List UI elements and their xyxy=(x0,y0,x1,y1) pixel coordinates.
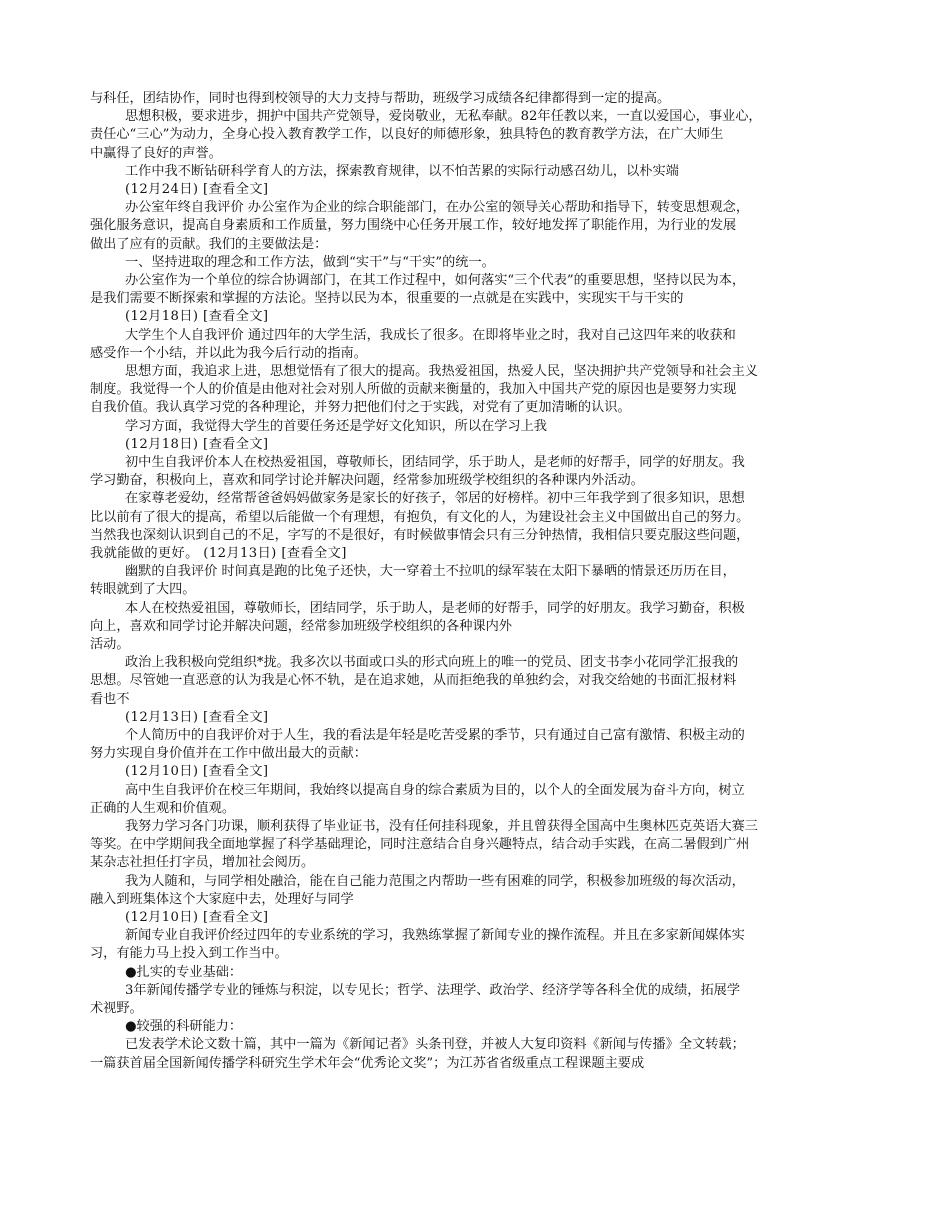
paragraph-text: 术视野。 xyxy=(90,1001,143,1016)
post-date: (12月18日) xyxy=(125,436,199,452)
text-line xyxy=(90,581,196,599)
date-link-line xyxy=(125,709,268,727)
text-line xyxy=(90,691,130,709)
text-line xyxy=(90,472,644,490)
paragraph-text: 大学生个人自我评价 通过四年的大学生活，我成长了很多。在即将毕业之时，我对自己这四年来的收获和 xyxy=(125,327,736,343)
text-line xyxy=(90,891,354,909)
text-line xyxy=(125,199,749,217)
paragraph-text: 已发表学术论文数十篇，其中一篇为《新闻记者》头条刊登，并被人大复印资料《新闻与传播》全文转载； xyxy=(125,1037,745,1053)
text-line xyxy=(90,145,222,163)
paragraph-text: 责任心“三心”为动力，全身心投入教育教学工作，以良好的师德形象，独具特色的教育教学方法，在广大师生 xyxy=(90,127,724,143)
post-date: (12月13日) xyxy=(203,546,277,561)
text-line xyxy=(90,90,670,108)
text-line xyxy=(90,636,130,654)
text-line xyxy=(125,454,745,472)
text-line xyxy=(125,1018,242,1036)
paragraph-text: 我就能做的更好。 xyxy=(90,546,204,561)
paragraph-text: 工作中我不断钻研科学育人的方法，探索教育规律，以不怕苦累的实际行动感召幼儿，以朴实端 xyxy=(125,163,679,179)
text-line xyxy=(125,418,547,436)
paragraph-text: 中赢得了良好的声誉。 xyxy=(90,145,222,161)
text-line xyxy=(90,618,512,636)
paragraph-text: 幽默的自我评价 时间真是跑的比兔子还快，大一穿着土不拉叽的绿军装在太阳下暴晒的情景还历历在目， xyxy=(125,564,736,580)
text-line xyxy=(125,654,738,672)
text-line xyxy=(125,727,745,745)
date-link-line xyxy=(90,545,347,563)
paragraph-text: 新闻专业自我评价经过四年的专业系统的学习，我熟练掌握了新闻专业的操作流程。并且在多家新闻媒体实 xyxy=(125,928,745,944)
paragraph-text: 学习勤奋，积极向上，喜欢和同学讨论并解决问题，经常参加班级学校组织的各种课内外活动。 xyxy=(90,473,644,489)
text-line xyxy=(125,327,736,345)
post-date: (12月13日) xyxy=(125,709,199,725)
paragraph-text: 3年新闻传播学专业的锤炼与积淀，以专见长；哲学、法理学、政治学、经济学等各科全优的成绩，拓展学 xyxy=(125,982,741,998)
text-line xyxy=(90,945,288,963)
text-line xyxy=(90,126,723,144)
date-link-line xyxy=(125,909,268,927)
paragraph-text: 做出了应有的贡献。我们的主要做法是： xyxy=(90,236,328,252)
text-line xyxy=(125,363,758,381)
paragraph-text: 思想方面，我追求上进，思想觉悟有了很大的提高。我热爱祖国，热爱人民，坚决拥护共产党领导和社会主义 xyxy=(125,364,758,379)
text-line xyxy=(125,982,740,1000)
text-line xyxy=(90,290,683,308)
text-line xyxy=(125,818,758,836)
post-date: (12月10日) xyxy=(125,764,199,780)
paragraph-text: 在家尊老爱幼，经常帮爸爸妈妈做家务是家长的好孩子，邻居的好榜样。初中三年我学到了很多知识，思想 xyxy=(125,491,745,507)
post-date: (12月18日) xyxy=(125,309,199,325)
paragraph-text: 等奖。在中学期间我全面地掌握了科学基础理论，同时注意结合自身兴趣特点，结合动手实践，在高二暑假到广州 xyxy=(90,837,750,853)
text-line xyxy=(125,964,242,982)
paragraph-text: 活动。 xyxy=(90,637,130,652)
paragraph-text: 某杂志社担任打字员，增加社会阅历。 xyxy=(90,855,315,871)
text-line xyxy=(125,927,745,945)
paragraph-text: 政治上我积极向党组织*拢。我多次以书面或口头的形式向班上的唯一的党员、团支书李小花同学汇报我的 xyxy=(125,655,739,671)
text-line xyxy=(90,509,749,527)
text-line xyxy=(90,217,736,235)
paragraph-text: 思想。尽管她一直恶意的认为我是心怀不轨，是在追求她，从而拒绝我的单独约会，对我交给她的书面汇报材料 xyxy=(90,673,737,689)
paragraph-text: 习，有能力马上投入到工作当中。 xyxy=(90,946,288,962)
paragraph-text: 看也不 xyxy=(90,691,130,707)
text-line xyxy=(125,272,745,290)
paragraph-text: 是我们需要不断探索和掌握的方法论。坚持以民为本，很重要的一点就是在实践中，实现实干与干实的 xyxy=(90,291,684,307)
read-more-link[interactable]: [查看全文] xyxy=(281,546,347,561)
read-more-link[interactable]: [查看全文] xyxy=(203,910,269,925)
read-more-link[interactable]: [查看全文] xyxy=(203,436,269,452)
text-line xyxy=(90,399,631,417)
paragraph-text: 个人简历中的自我评价对于人生，我的看法是年轻是吃苦受累的季节，只有通过自己富有激情、积极主动的 xyxy=(125,728,745,743)
text-line xyxy=(125,163,679,181)
paragraph-text: 当然我也深刻认识到自己的不足，字写的不是很好，有时候做事情会只有三分钟热情，我相信只要克服这些问题， xyxy=(90,527,750,543)
paragraph-text: 与科任，团结协作，同时也得到校领导的大力支持与帮助，班级学习成绩各纪律都得到一定的提高。 xyxy=(90,91,671,106)
text-line xyxy=(90,745,367,763)
text-line xyxy=(90,345,367,363)
paragraph-text: 办公室年终自我评价 办公室作为企业的综合职能部门，在办公室的领导关心帮助和指导下，转变思想观念， xyxy=(125,200,750,216)
paragraph-text: 努力实现自身价值并在工作中做出最大的贡献： xyxy=(90,746,367,762)
paragraph-text: 办公室作为一个单位的综合协调部门，在其工作过程中，如何落实“三个代表”的重要思想，坚持以民为本， xyxy=(125,273,746,288)
text-line xyxy=(125,782,745,800)
text-line xyxy=(125,1036,745,1054)
text-line xyxy=(125,873,745,891)
read-more-link[interactable]: [查看全文] xyxy=(203,709,269,725)
date-link-line xyxy=(125,308,268,326)
paragraph-text: 思想积极，要求进步，拥护中国共产党领导，爱岗敬业，无私奉献。82年任教以来，一直以爱国心，事业心， xyxy=(125,109,762,125)
paragraph-text: 强化服务意识，提高自身素质和工作质量，努力围绕中心任务开展工作，较好地发挥了职能作用，为行业的发展 xyxy=(90,218,737,234)
text-line xyxy=(125,563,736,581)
paragraph-text: 初中生自我评价本人在校热爱祖国，尊敬师长，团结同学，乐于助人，是老师的好帮手，同学的好朋友。我 xyxy=(125,455,745,470)
date-link-line xyxy=(125,181,268,199)
paragraph-text: 学习方面，我觉得大学生的首要任务还是学好文化知识，所以在学习上我 xyxy=(125,418,547,434)
post-date: (12月10日) xyxy=(125,910,199,925)
paragraph-text: 转眼就到了大四。 xyxy=(90,582,196,598)
text-line xyxy=(90,381,736,399)
paragraph-text: 感受作一个小结，并以此为我今后行动的指南。 xyxy=(90,345,367,361)
text-line xyxy=(90,854,314,872)
text-line xyxy=(90,1055,644,1073)
text-line xyxy=(125,600,745,618)
paragraph-text: 一篇获首届全国新闻传播学科研究生学术年会“优秀论文奖”；为江苏省省级重点工程课题主要成 xyxy=(90,1055,645,1071)
date-link-line xyxy=(125,763,268,781)
paragraph-text: ●扎实的专业基础： xyxy=(125,964,243,980)
text-line xyxy=(125,254,495,272)
paragraph-text: 比以前有了很大的提高，希望以后能做一个有理想，有抱负，有文化的人，为建设社会主义中国做出自己的努力。 xyxy=(90,509,750,525)
read-more-link[interactable]: [查看全文] xyxy=(203,764,269,780)
text-line xyxy=(125,108,762,126)
text-line xyxy=(90,527,749,545)
paragraph-text: 制度。我觉得一个人的价值是由他对社会对别人所做的贡献来衡量的，我加入中国共产党的原因也是要努力实现 xyxy=(90,382,737,398)
paragraph-text: 本人在校热爱祖国，尊敬师长，团结同学，乐于助人，是老师的好帮手，同学的好朋友。我学习勤奋，积极 xyxy=(125,600,745,616)
post-date: (12月24日) xyxy=(125,182,199,197)
text-line xyxy=(90,800,235,818)
paragraph-text: 向上，喜欢和同学讨论并解决问题，经常参加班级学校组织的各种课内外 xyxy=(90,618,512,634)
date-link-line xyxy=(125,436,268,454)
paragraph-text: 我努力学习各门功课，顺利获得了毕业证书，没有任何挂科现象，并且曾获得全国高中生奥林匹克英语大赛三 xyxy=(125,819,758,834)
text-line xyxy=(90,236,327,254)
paragraph-text: 一、坚持进取的理念和工作方法，做到“实干”与“干实”的统一。 xyxy=(125,254,495,270)
text-line xyxy=(90,1000,143,1018)
read-more-link[interactable]: [查看全文] xyxy=(203,182,269,197)
paragraph-text: 我为人随和，与同学相处融洽，能在自己能力范围之内帮助一些有困难的同学，积极参加班级的每次活动， xyxy=(125,873,745,889)
paragraph-text: 正确的人生观和价值观。 xyxy=(90,800,236,816)
paragraph-text: 自我价值。我认真学习党的各种理论，并努力把他们付之于实践，对党有了更加清晰的认识。 xyxy=(90,400,631,416)
text-line xyxy=(125,490,745,508)
read-more-link[interactable]: [查看全文] xyxy=(203,309,269,325)
paragraph-text: 高中生自我评价在校三年期间，我始终以提高自身的综合素质为目的，以个人的全面发展为奋斗方向，树立 xyxy=(125,782,745,798)
text-line xyxy=(90,672,736,690)
paragraph-text: 融入到班集体这个大家庭中去，处理好与同学 xyxy=(90,891,354,907)
text-line xyxy=(90,836,749,854)
paragraph-text: ●较强的科研能力： xyxy=(125,1019,243,1035)
